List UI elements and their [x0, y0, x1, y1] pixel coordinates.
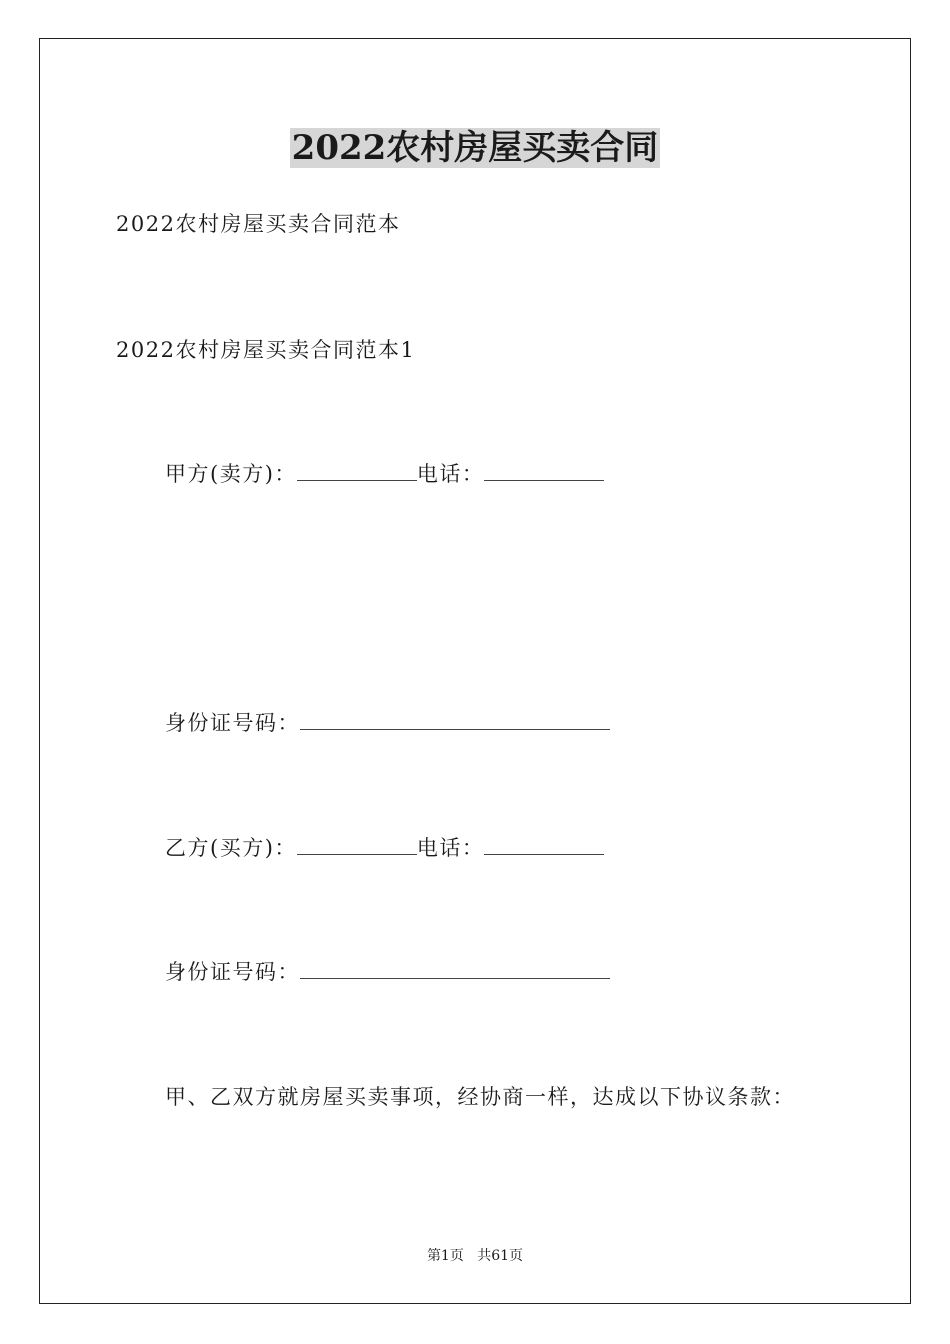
party-a-id-label: 身份证号码： — [165, 711, 300, 735]
party-b-line — [165, 835, 604, 861]
party-a-id-blank[interactable] — [300, 711, 610, 730]
party-a-id-line — [165, 710, 610, 736]
title-container — [0, 128, 950, 168]
page-number: 第1页 — [426, 1248, 464, 1264]
page-footer — [0, 1247, 950, 1265]
party-b-phone-label: 电话： — [416, 836, 485, 860]
party-a-line — [165, 461, 604, 487]
party-a-phone-label: 电话： — [416, 462, 485, 486]
document-title: 2022农村房屋买卖合同 — [291, 128, 659, 168]
party-b-label: 乙方(买方)： — [165, 836, 297, 860]
party-b-id-label: 身份证号码： — [165, 960, 300, 984]
agreement-intro: 甲、乙双方就房屋买卖事项，经协商一样，达成以下协议条款： — [165, 1085, 795, 1109]
party-a-name-blank[interactable] — [297, 462, 417, 481]
party-a-label: 甲方(卖方)： — [165, 462, 297, 486]
party-a-phone-blank[interactable] — [484, 462, 604, 481]
section-heading: 2022农村房屋买卖合同范本1 — [116, 338, 416, 362]
party-b-name-blank[interactable] — [297, 836, 417, 855]
document-subtitle: 2022农村房屋买卖合同范本 — [116, 212, 401, 236]
party-b-id-line — [165, 959, 610, 985]
party-b-phone-blank[interactable] — [484, 836, 604, 855]
party-b-id-blank[interactable] — [300, 960, 610, 979]
page-total: 共61页 — [477, 1248, 524, 1264]
